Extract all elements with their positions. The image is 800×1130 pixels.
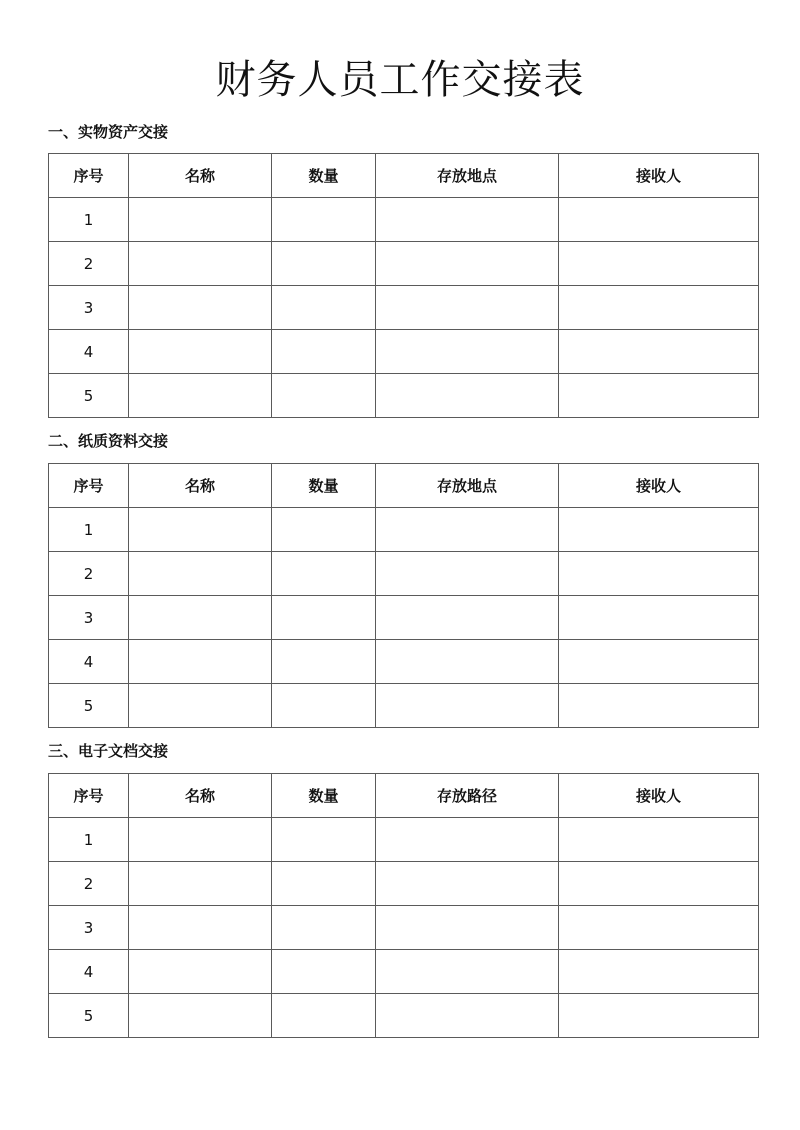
column-header-receiver: 接收人	[559, 154, 759, 198]
quantity-cell[interactable]	[272, 552, 376, 596]
column-header-index: 序号	[49, 774, 129, 818]
name-cell[interactable]	[129, 906, 272, 950]
location-cell[interactable]	[376, 374, 559, 418]
location-cell[interactable]	[376, 242, 559, 286]
receiver-cell[interactable]	[559, 640, 759, 684]
row-index: 5	[49, 994, 129, 1038]
receiver-cell[interactable]	[559, 374, 759, 418]
quantity-cell[interactable]	[272, 818, 376, 862]
electronic-documents-table	[48, 773, 759, 1038]
table-row	[49, 330, 759, 374]
column-header-storage-path: 存放路径	[376, 774, 559, 818]
table-row	[49, 286, 759, 330]
row-index: 4	[49, 330, 129, 374]
receiver-cell[interactable]	[559, 818, 759, 862]
storage-path-cell[interactable]	[376, 862, 559, 906]
table-header-row	[49, 154, 759, 198]
table-header-row	[49, 464, 759, 508]
name-cell[interactable]	[129, 862, 272, 906]
receiver-cell[interactable]	[559, 684, 759, 728]
name-cell[interactable]	[129, 508, 272, 552]
quantity-cell[interactable]	[272, 684, 376, 728]
table-row	[49, 684, 759, 728]
column-header-index: 序号	[49, 154, 129, 198]
column-header-quantity: 数量	[272, 774, 376, 818]
name-cell[interactable]	[129, 950, 272, 994]
name-cell[interactable]	[129, 198, 272, 242]
row-index: 2	[49, 862, 129, 906]
location-cell[interactable]	[376, 198, 559, 242]
name-cell[interactable]	[129, 374, 272, 418]
location-cell[interactable]	[376, 640, 559, 684]
table-row	[49, 374, 759, 418]
name-cell[interactable]	[129, 286, 272, 330]
location-cell[interactable]	[376, 596, 559, 640]
name-cell[interactable]	[129, 684, 272, 728]
section-heading-paper-documents: 二、纸质资料交接	[48, 432, 169, 450]
row-index: 2	[49, 242, 129, 286]
receiver-cell[interactable]	[559, 862, 759, 906]
name-cell[interactable]	[129, 330, 272, 374]
table-row	[49, 552, 759, 596]
table-row	[49, 198, 759, 242]
storage-path-cell[interactable]	[376, 950, 559, 994]
column-header-index: 序号	[49, 464, 129, 508]
row-index: 4	[49, 950, 129, 994]
column-header-name: 名称	[129, 774, 272, 818]
table-row	[49, 242, 759, 286]
quantity-cell[interactable]	[272, 242, 376, 286]
location-cell[interactable]	[376, 552, 559, 596]
column-header-location: 存放地点	[376, 154, 559, 198]
column-header-name: 名称	[129, 464, 272, 508]
receiver-cell[interactable]	[559, 596, 759, 640]
receiver-cell[interactable]	[559, 994, 759, 1038]
receiver-cell[interactable]	[559, 906, 759, 950]
receiver-cell[interactable]	[559, 950, 759, 994]
row-index: 4	[49, 640, 129, 684]
physical-assets-table	[48, 153, 759, 418]
name-cell[interactable]	[129, 818, 272, 862]
storage-path-cell[interactable]	[376, 818, 559, 862]
table-row	[49, 818, 759, 862]
row-index: 1	[49, 508, 129, 552]
paper-documents-table	[48, 463, 759, 728]
receiver-cell[interactable]	[559, 330, 759, 374]
row-index: 1	[49, 818, 129, 862]
column-header-quantity: 数量	[272, 154, 376, 198]
quantity-cell[interactable]	[272, 286, 376, 330]
location-cell[interactable]	[376, 508, 559, 552]
table-row	[49, 596, 759, 640]
column-header-name: 名称	[129, 154, 272, 198]
table-row	[49, 862, 759, 906]
name-cell[interactable]	[129, 552, 272, 596]
location-cell[interactable]	[376, 286, 559, 330]
quantity-cell[interactable]	[272, 330, 376, 374]
column-header-receiver: 接收人	[559, 464, 759, 508]
table-row	[49, 508, 759, 552]
quantity-cell[interactable]	[272, 374, 376, 418]
storage-path-cell[interactable]	[376, 994, 559, 1038]
column-header-location: 存放地点	[376, 464, 559, 508]
table-row	[49, 640, 759, 684]
quantity-cell[interactable]	[272, 508, 376, 552]
receiver-cell[interactable]	[559, 508, 759, 552]
section-heading-electronic-documents: 三、电子文档交接	[48, 742, 169, 760]
name-cell[interactable]	[129, 242, 272, 286]
name-cell[interactable]	[129, 596, 272, 640]
storage-path-cell[interactable]	[376, 906, 559, 950]
receiver-cell[interactable]	[559, 286, 759, 330]
quantity-cell[interactable]	[272, 950, 376, 994]
row-index: 3	[49, 286, 129, 330]
quantity-cell[interactable]	[272, 994, 376, 1038]
table-row	[49, 994, 759, 1038]
column-header-receiver: 接收人	[559, 774, 759, 818]
row-index: 3	[49, 906, 129, 950]
table-row	[49, 906, 759, 950]
location-cell[interactable]	[376, 330, 559, 374]
page-title: 财务人员工作交接表	[215, 57, 585, 103]
receiver-cell[interactable]	[559, 552, 759, 596]
column-header-quantity: 数量	[272, 464, 376, 508]
row-index: 1	[49, 198, 129, 242]
section-heading-physical-assets: 一、实物资产交接	[48, 123, 169, 141]
row-index: 2	[49, 552, 129, 596]
location-cell[interactable]	[376, 684, 559, 728]
quantity-cell[interactable]	[272, 596, 376, 640]
row-index: 5	[49, 374, 129, 418]
quantity-cell[interactable]	[272, 640, 376, 684]
table-header-row	[49, 774, 759, 818]
receiver-cell[interactable]	[559, 198, 759, 242]
name-cell[interactable]	[129, 640, 272, 684]
name-cell[interactable]	[129, 994, 272, 1038]
quantity-cell[interactable]	[272, 862, 376, 906]
table-row	[49, 950, 759, 994]
receiver-cell[interactable]	[559, 242, 759, 286]
quantity-cell[interactable]	[272, 906, 376, 950]
row-index: 5	[49, 684, 129, 728]
quantity-cell[interactable]	[272, 198, 376, 242]
row-index: 3	[49, 596, 129, 640]
